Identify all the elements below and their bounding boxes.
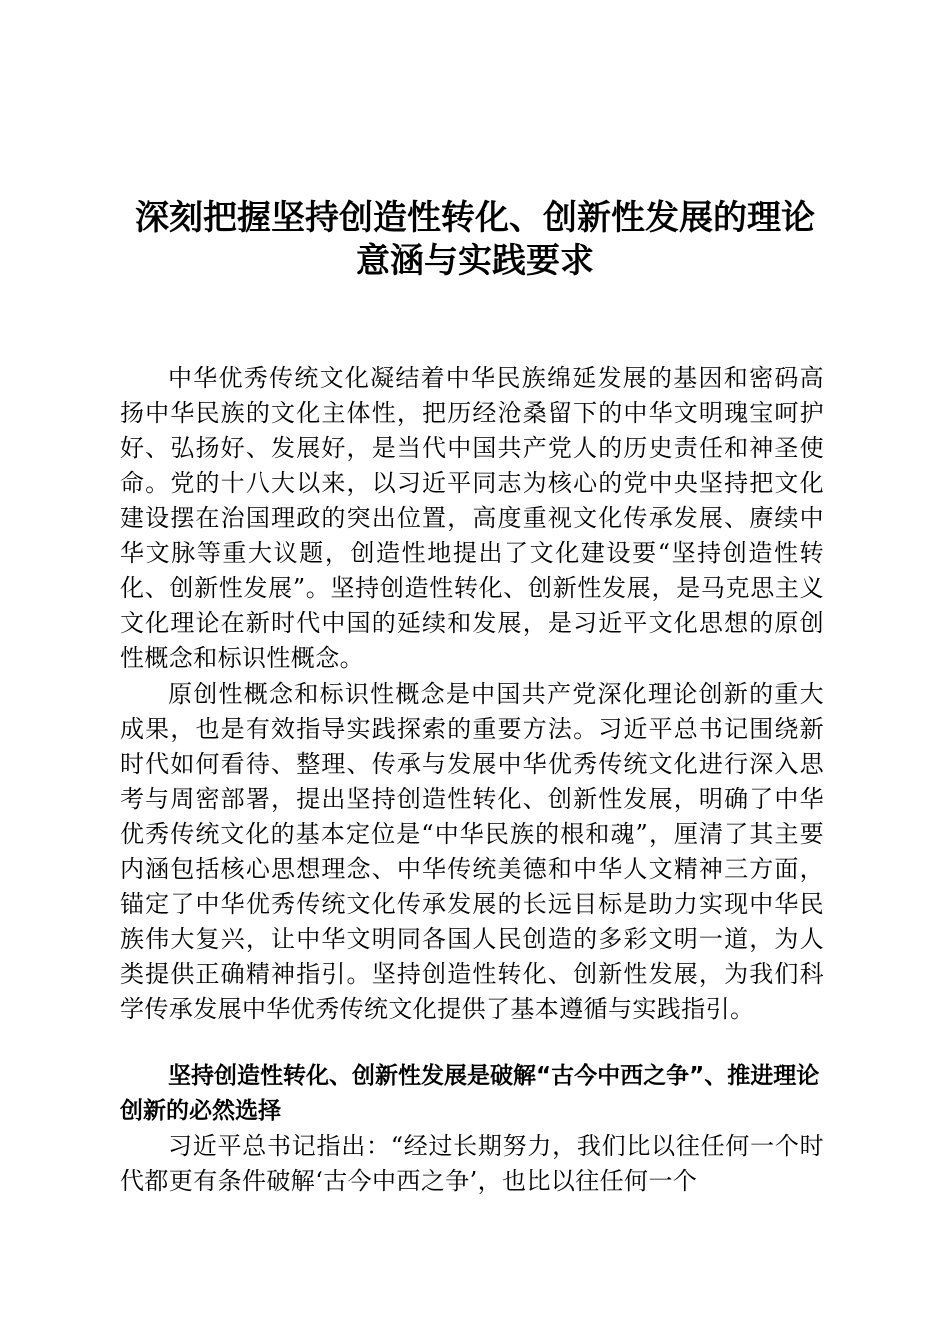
section-heading: 坚持创造性转化、创新性发展是破解“古今中西之争”、推进理论创新的必然选择 [120,1063,820,1124]
section-paragraph: 习近平总书记指出：“经过长期努力，我们比以往任何一个时代都更有条件破解‘古今中西之争’，也比以往任何一个 [120,1132,824,1195]
body-paragraph: 原创性概念和标识性概念是中国共产党深化理论创新的重大成果，也是有效指导实践探索的重要方法。习近平总书记围绕新时代如何看待、整理、传承与发展中华优秀传统文化进行深入思考与周密部署，提出坚持创造性转化、创新性发展，明确了中华优秀传统文化的基本定位是“中华民族的根和魂”，厘清了其主要内涵包括核心思想理念、中华传统美德和中华人文精神三方面，锚定了中华优秀传统文化传承发展的长远目标是助力实现中华民族伟大复兴，让中华文明同各国人民创造的多彩文明一道，为人类提供正确精神指引。坚持创造性转化、创新性发展，为我们科学传承发展中华优秀传统文化提供了基本遵循与实践指引。 [120,680,824,1023]
body-paragraph: 中华优秀传统文化凝结着中华民族绵延发展的基因和密码高扬中华民族的文化主体性，把历经沧桑留下的中华文明瑰宝呵护好、弘扬好、发展好，是当代中国共产党人的历史责任和神圣使命。党的十八大以来，以习近平同志为核心的党中央坚持把文化建设摆在治国理政的突出位置，高度重视文化传承发展、赓续中华文脉等重大议题，创造性地提出了文化建设要“坚持创造性转化、创新性发展”。坚持创造性转化、创新性发展，是马克思主义文化理论在新时代中国的延续和发展，是习近平文化思想的原创性概念和标识性概念。 [120,364,824,672]
document-title-line-2: 意涵与实践要求 [356,241,594,281]
document-title-line-1: 深刻把握坚持创造性转化、创新性发展的理论 [135,198,815,238]
